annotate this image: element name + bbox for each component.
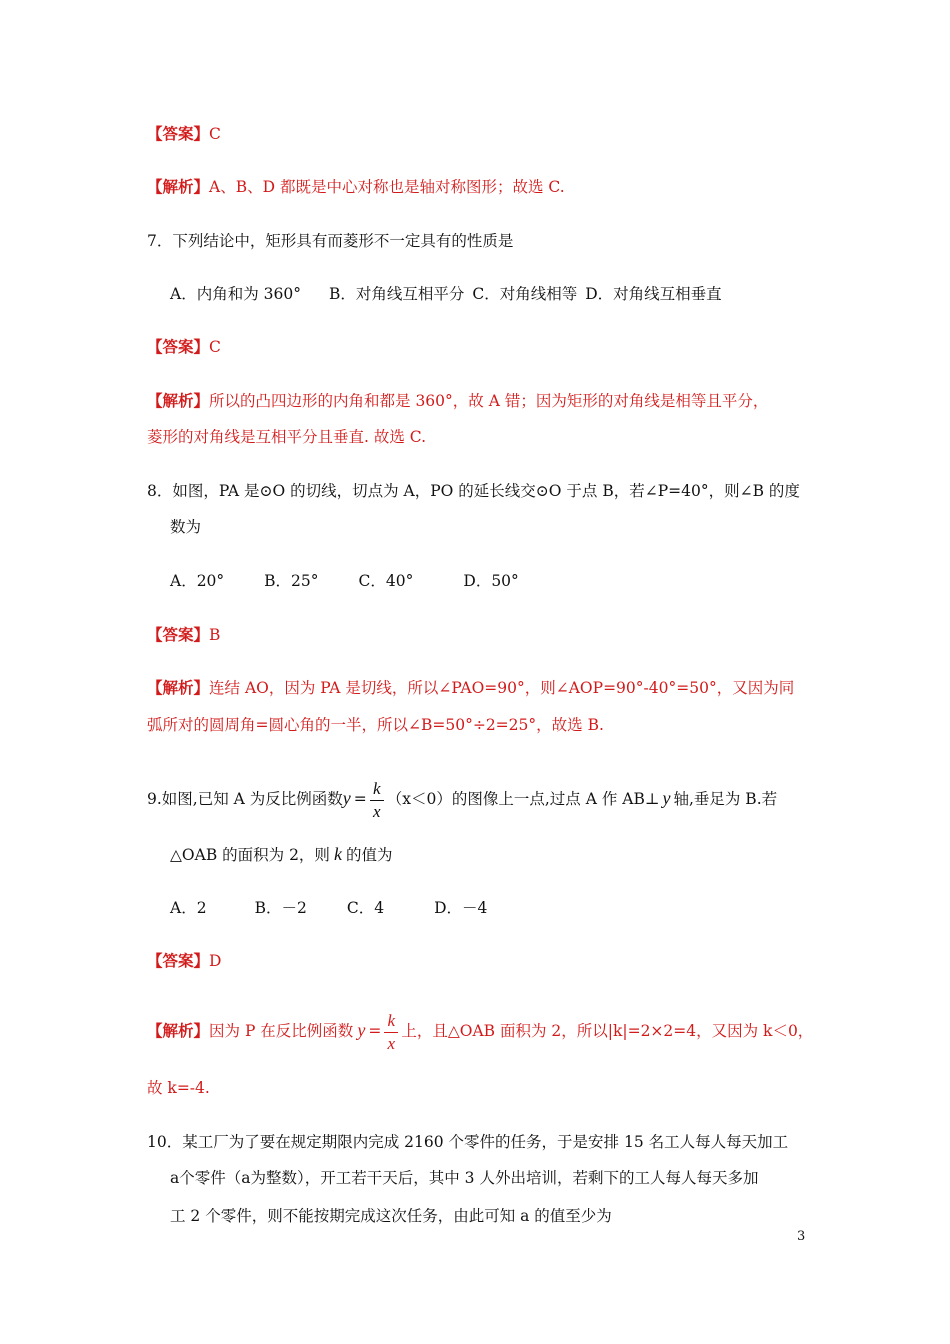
q9-line2-post: 的值为 <box>345 846 393 864</box>
q8-option-b: B．25° <box>264 572 319 590</box>
q6-analysis-text: A、B、D 都既是中心对称也是轴对称图形；故选 C. <box>209 178 565 196</box>
q9-analysis-denominator: x <box>387 1033 396 1053</box>
q7-answer <box>147 336 221 358</box>
q8-answer <box>147 624 220 646</box>
q9-analysis-numerator: k <box>387 1010 396 1030</box>
q7-analysis-line2: 菱形的对角线是互相平分且垂直. 故选 C. <box>147 428 427 446</box>
q9-analysis-pre: 因为 P 在反比例函数 <box>209 1022 354 1040</box>
q6-analysis <box>147 176 565 198</box>
q6-answer-value: C <box>209 125 221 143</box>
q9-analysis <box>147 1008 813 1053</box>
page-number: 3 <box>797 1229 806 1244</box>
q7-answer-value: C <box>209 338 221 356</box>
q7-option-d: D．对角线互相垂直 <box>585 285 722 303</box>
q8-analysis-line2: 弧所对的圆周角=圆心角的一半，所以∠B=50°÷2=25°，故选 B. <box>147 716 604 734</box>
q9-eq: = <box>353 790 367 808</box>
q8-analysis-line1: 连结 AO，因为 PA 是切线，所以∠PAO=90°，则∠AOP=90°-40°=50°，又因为同 <box>209 679 795 697</box>
q7-analysis-line1: 所以的凸四边形的内角和都是 360°，故 A 错；因为矩形的对角线是相等且平分， <box>209 392 769 410</box>
q9-option-a: A．2 <box>170 899 207 917</box>
answer-tag: 【答案】 <box>147 124 210 143</box>
q9-analysis-fraction <box>384 1012 398 1053</box>
q6-answer <box>147 123 221 145</box>
q9-stem-post: 的图像上一点,过点 A 作 AB⊥ <box>451 790 660 808</box>
answer-tag: 【答案】 <box>147 337 210 356</box>
q8-stem-line1: 8．如图，PA 是⊙O 的切线，切点为 A，PO 的延长线交⊙O 于点 B，若∠P=40°，则∠B 的度 <box>147 482 800 500</box>
q9-analysis-line2: 故 k=-4. <box>147 1079 210 1097</box>
q7-analysis <box>147 390 768 412</box>
q9-k: k <box>333 844 342 864</box>
q9-numerator: k <box>372 778 381 798</box>
q8-options <box>170 570 547 592</box>
q10-stem-line1: 10．某工厂为了要在规定期限内完成 2160 个零件的任务，于是安排 15 名工人每人每天加工 <box>147 1133 789 1151</box>
q9-fraction <box>370 780 384 821</box>
analysis-tag: 【解析】 <box>147 678 210 697</box>
q9-condition: （x＜0） <box>386 790 452 808</box>
q8-option-c: C．40° <box>358 572 414 590</box>
analysis-tag: 【解析】 <box>147 1021 210 1040</box>
q9-answer-value: D <box>209 952 222 970</box>
q10-stem-line2: a个零件（a为整数），开工若干天后，其中 3 人外出培训，若剩下的工人每人每天多加 <box>170 1169 759 1187</box>
q9-stem-line2 <box>170 843 392 866</box>
q9-option-b: B．－2 <box>254 899 307 917</box>
q9-stem-end: 轴,垂足为 B.若 <box>673 790 778 808</box>
q8-option-a: A．20° <box>170 572 225 590</box>
answer-tag: 【答案】 <box>147 625 210 644</box>
q9-analysis-eq: = <box>368 1022 382 1040</box>
q9-denominator: x <box>372 801 381 821</box>
q9-stem-pre: 9.如图,已知 A 为反比例函数 <box>147 790 343 808</box>
q7-option-c: C．对角线相等 <box>472 285 578 303</box>
q8-stem-line2: 数为 <box>170 518 202 536</box>
q7-option-a: A．内角和为 360° <box>170 285 301 303</box>
q9-stem-line1 <box>147 776 777 821</box>
q8-option-d: D．50° <box>463 572 519 590</box>
q9-line2-pre: △OAB 的面积为 2，则 <box>170 846 330 864</box>
q9-y: y <box>342 788 351 808</box>
q7-options <box>170 283 750 305</box>
q9-option-c: C．4 <box>346 899 385 917</box>
analysis-tag: 【解析】 <box>147 177 210 196</box>
q8-answer-value: B <box>209 626 221 644</box>
analysis-tag: 【解析】 <box>147 391 210 410</box>
q9-options <box>170 897 515 919</box>
q10-stem-line3: 工 2 个零件，则不能按期完成这次任务，由此可知 a 的值至少为 <box>170 1207 612 1225</box>
q9-answer <box>147 950 221 972</box>
answer-tag: 【答案】 <box>147 951 210 970</box>
fraction-bar <box>384 1032 398 1033</box>
q7-option-b: B．对角线互相平分 <box>328 285 465 303</box>
q7-stem: 7．下列结论中，矩形具有而菱形不一定具有的性质是 <box>147 232 514 250</box>
q9-analysis-y: y <box>357 1020 366 1040</box>
q8-analysis <box>147 677 794 699</box>
q9-analysis-post: 上，且△OAB 面积为 2，所以|k|=2×2=4，又因为 k＜0， <box>401 1022 814 1040</box>
q9-y-axis: y <box>662 788 671 808</box>
fraction-bar <box>370 800 384 801</box>
q9-option-d: D．－4 <box>434 899 488 917</box>
